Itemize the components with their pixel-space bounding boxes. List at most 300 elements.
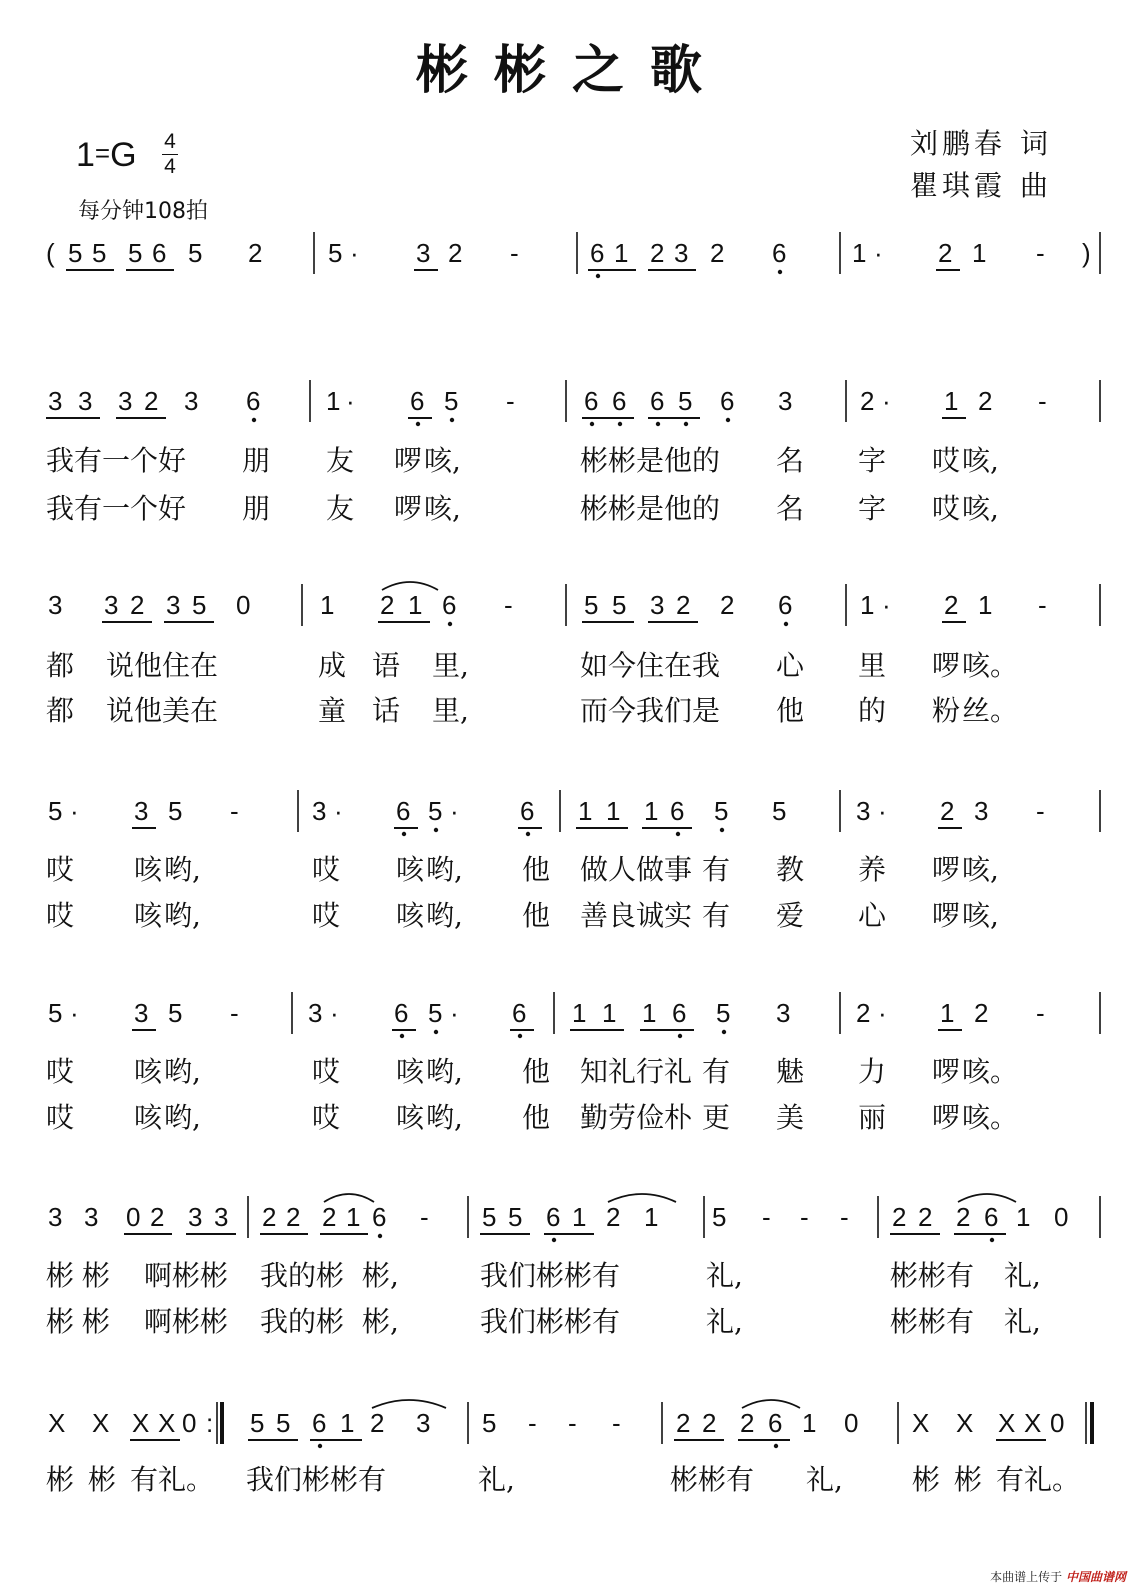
notation-row — [40, 982, 1110, 1030]
low-octave-dot — [726, 418, 730, 422]
lyric-char: 彬 — [608, 492, 637, 525]
lyric-char: 语 — [372, 649, 401, 682]
low-octave-dot — [684, 422, 688, 426]
lyric-char: 咳, — [962, 444, 999, 477]
low-octave-dot — [774, 1444, 778, 1448]
note: 0 — [844, 1408, 859, 1438]
note: 6 — [984, 1202, 999, 1232]
lyric-char: 是 — [636, 444, 665, 477]
note: 1 — [326, 386, 341, 416]
note: 6 — [546, 1202, 561, 1232]
lyric-char: 他 — [134, 694, 163, 727]
lyric-char: 字 — [858, 444, 887, 477]
note: 2 — [956, 1202, 971, 1232]
low-octave-dot — [676, 832, 680, 836]
note: 3 — [104, 590, 119, 620]
dash-note: - — [840, 1202, 849, 1232]
lyric-char: 他 — [522, 1101, 551, 1134]
lyric-char: 啰 — [394, 492, 423, 525]
lyric-char: 彬 — [536, 1259, 565, 1292]
lyric-char: 咳 — [134, 1055, 163, 1088]
lyric-char: 彬, — [362, 1259, 399, 1292]
note: 2 — [676, 590, 691, 620]
note: 6 — [720, 386, 735, 416]
note: · — [330, 998, 339, 1028]
note: 1 — [614, 238, 629, 268]
lyric-char: 彬 — [172, 1305, 201, 1338]
lyric-char: 好 — [158, 444, 187, 477]
lyric-line — [46, 848, 1106, 884]
lyric-char: 哎 — [46, 853, 75, 886]
note: 5 — [772, 796, 787, 826]
note: 1 — [860, 590, 875, 620]
lyric-char: 心 — [858, 899, 887, 932]
note: 5 — [584, 590, 599, 620]
note: 5 — [276, 1408, 291, 1438]
note: 5 — [482, 1202, 497, 1232]
lyric-char: 俭 — [636, 1101, 665, 1134]
lyric-line — [46, 1254, 1106, 1290]
lyric-line — [46, 1096, 1106, 1132]
lyric-char: 咳 — [396, 899, 425, 932]
lyric-line — [46, 1458, 1106, 1494]
note: 5 — [712, 1202, 727, 1232]
lyric-char: 彬 — [580, 492, 609, 525]
note: 2 — [978, 386, 993, 416]
lyric-char: 哎 — [312, 1055, 341, 1088]
lyric-char: 啊 — [144, 1259, 173, 1292]
lyric-char: 的 — [858, 694, 887, 727]
note: 1 — [1016, 1202, 1031, 1232]
note: 6 — [312, 1408, 327, 1438]
dash-note: - — [510, 238, 519, 268]
note: · — [350, 238, 359, 268]
lyric-char: 教 — [776, 853, 805, 886]
lyric-char: 彬 — [82, 1259, 111, 1292]
lyric-char: 彬 — [200, 1305, 229, 1338]
note: 1 — [320, 590, 335, 620]
lyric-line — [46, 487, 1106, 523]
note: 2 — [938, 238, 953, 268]
dash-note: - — [1038, 590, 1047, 620]
lyric-char: 今 — [608, 649, 637, 682]
lyric-char: 做 — [636, 853, 665, 886]
note: 5 — [168, 796, 183, 826]
note: 1 — [346, 1202, 361, 1232]
note: 2 — [856, 998, 871, 1028]
composer-name: 瞿琪霞 — [910, 169, 1007, 202]
dash-note: - — [800, 1202, 809, 1232]
note: · — [70, 998, 79, 1028]
note: X — [912, 1408, 930, 1438]
note: 2 — [248, 238, 263, 268]
lyric-char: 良 — [608, 899, 637, 932]
lyric-char: 哎 — [932, 444, 961, 477]
note: 3 — [134, 998, 149, 1028]
lyric-char: 丝。 — [962, 694, 1019, 727]
lyric-char: 知 — [580, 1055, 609, 1088]
lyric-char: 礼。 — [1024, 1463, 1081, 1496]
lyric-char: 哎 — [46, 1101, 75, 1134]
lyric-char: 他 — [134, 649, 163, 682]
lyric-char: 美 — [162, 694, 191, 727]
note: 3 — [416, 1408, 431, 1438]
note: 6 — [394, 998, 409, 1028]
lyric-char: 彬 — [890, 1259, 919, 1292]
lyric-char: 丽 — [858, 1101, 887, 1134]
note: 5 — [678, 386, 693, 416]
lyric-char: 有 — [74, 444, 103, 477]
lyric-char: 彬 — [608, 444, 637, 477]
lyric-char: 我 — [480, 1305, 509, 1338]
lyricist-name: 刘鹏春 — [910, 127, 1007, 160]
lyric-char: 名 — [776, 444, 805, 477]
note: · — [70, 796, 79, 826]
dash-note: - — [504, 590, 513, 620]
lyric-char: 彬 — [46, 1463, 75, 1496]
dash-note: - — [1036, 796, 1045, 826]
low-octave-dot — [678, 1034, 682, 1038]
tempo-marking: 每分钟108拍 — [78, 199, 208, 224]
note: 3 — [134, 796, 149, 826]
lyric-char: 咳。 — [962, 1055, 1019, 1088]
low-octave-dot — [552, 1238, 556, 1242]
lyric-char: 他 — [664, 444, 693, 477]
lyric-char: 我 — [260, 1259, 289, 1292]
lyric-char: 咳 — [134, 853, 163, 886]
note: 5 — [48, 998, 63, 1028]
note: 1 — [802, 1408, 817, 1438]
note: 6 — [670, 796, 685, 826]
note: · — [334, 796, 343, 826]
notation-row — [40, 222, 1110, 270]
note: 0 — [236, 590, 251, 620]
lyric-char: 礼 — [608, 1055, 637, 1088]
lyric-char: 我 — [692, 649, 721, 682]
lyric-char: 行 — [636, 1055, 665, 1088]
note: 3 — [48, 386, 63, 416]
note: 2 — [150, 1202, 165, 1232]
note: · — [346, 386, 355, 416]
lyric-char: 哎 — [312, 1101, 341, 1134]
lyric-char: 彬 — [172, 1259, 201, 1292]
dash-note: - — [1038, 386, 1047, 416]
note: 2 — [262, 1202, 277, 1232]
lyric-char: 咳 — [396, 853, 425, 886]
note: 3 — [650, 590, 665, 620]
lyric-char: 是 — [636, 492, 665, 525]
note: 2 — [860, 386, 875, 416]
lyric-char: 我 — [636, 694, 665, 727]
note: 1 — [852, 238, 867, 268]
slur-arc — [372, 1400, 446, 1408]
lyric-char: 诚 — [636, 899, 665, 932]
low-octave-dot — [526, 832, 530, 836]
note: 5 — [428, 796, 443, 826]
lyric-char: 朴 — [664, 1101, 693, 1134]
note: 6 — [590, 238, 605, 268]
lyric-char: 彬 — [316, 1259, 345, 1292]
lyric-char: 善 — [580, 899, 609, 932]
lyric-char: 彬 — [890, 1305, 919, 1338]
note: 6 — [442, 590, 457, 620]
notation-svg — [40, 780, 1110, 840]
note: 2 — [740, 1408, 755, 1438]
lyricist-role: 词 — [1020, 127, 1053, 160]
low-octave-dot — [518, 1034, 522, 1038]
lyric-char: 哎 — [312, 899, 341, 932]
low-octave-dot — [416, 422, 420, 426]
note: 1 — [642, 998, 657, 1028]
lyric-char: 一 — [102, 444, 131, 477]
lyric-char: 他 — [522, 853, 551, 886]
low-octave-dot — [318, 1444, 322, 1448]
lyric-char: 有 — [592, 1259, 621, 1292]
note: 3 — [184, 386, 199, 416]
note: 1 — [408, 590, 423, 620]
lyric-char: 们 — [508, 1305, 537, 1338]
lyric-char: 彬 — [46, 1259, 75, 1292]
lyric-char: 彬 — [46, 1305, 75, 1338]
lyric-char: 咳, — [962, 492, 999, 525]
lyric-char: 在 — [190, 649, 219, 682]
note: 3 — [48, 1202, 63, 1232]
lyric-char: 朋 — [242, 444, 271, 477]
lyric-char: 彬 — [88, 1463, 117, 1496]
lyric-char: 友 — [326, 444, 355, 477]
lyric-char: 说 — [106, 694, 135, 727]
slur-arc — [958, 1194, 1016, 1202]
lyric-char: 有 — [74, 492, 103, 525]
lyric-char: 们 — [274, 1463, 303, 1496]
note: 2 — [944, 590, 959, 620]
lyric-char: 礼, — [1004, 1305, 1041, 1338]
note: 6 — [772, 238, 787, 268]
lyric-char: 啊 — [144, 1305, 173, 1338]
lyric-char: 彬 — [564, 1305, 593, 1338]
note: 3 — [312, 796, 327, 826]
slur-arc — [742, 1400, 800, 1408]
notation-row — [40, 574, 1110, 622]
note: X — [48, 1408, 66, 1438]
lyric-char: 的 — [288, 1305, 317, 1338]
lyric-char: 好 — [158, 492, 187, 525]
note: 2 — [918, 1202, 933, 1232]
time-signature — [162, 130, 178, 179]
note: · — [882, 386, 891, 416]
note: 5 — [428, 998, 443, 1028]
lyric-char: 哎 — [932, 492, 961, 525]
note: 5 — [168, 998, 183, 1028]
slur-arc — [382, 582, 438, 590]
lyric-char: 啰 — [932, 1101, 961, 1134]
note: 5 — [192, 590, 207, 620]
note: 6 — [246, 386, 261, 416]
note: X — [1024, 1408, 1042, 1438]
lyric-char: 有 — [726, 1463, 755, 1496]
note: 2 — [650, 238, 665, 268]
lyric-char: 哎 — [46, 899, 75, 932]
lyric-char: 我 — [46, 444, 75, 477]
lyric-char: 个 — [130, 492, 159, 525]
lyric-char: 朋 — [242, 492, 271, 525]
lyric-char: 友 — [326, 492, 355, 525]
low-octave-dot — [434, 1030, 438, 1034]
lyric-char: 我 — [46, 492, 75, 525]
lyric-char: 礼, — [706, 1305, 743, 1338]
time-signature-bottom: 4 — [162, 154, 178, 179]
note: 5 — [714, 796, 729, 826]
lyric-char: 咳, — [962, 899, 999, 932]
lyric-char: 彬 — [918, 1305, 947, 1338]
lyric-char: 咳, — [424, 444, 461, 477]
dash-note: - — [230, 796, 239, 826]
notation-svg — [40, 370, 1110, 430]
lyric-char: 的 — [288, 1259, 317, 1292]
note: 1 — [644, 796, 659, 826]
note: · — [878, 998, 887, 1028]
note: 6 — [152, 238, 167, 268]
lyric-char: 在 — [190, 694, 219, 727]
note: 3 — [674, 238, 689, 268]
lyric-char: 人 — [608, 853, 637, 886]
lyric-char: 成 — [318, 649, 347, 682]
lyric-char: 哟, — [426, 899, 463, 932]
low-octave-dot — [402, 832, 406, 836]
lyric-char: 彬 — [564, 1259, 593, 1292]
note: 3 — [78, 386, 93, 416]
notation-svg — [40, 1186, 1110, 1246]
notation-row — [40, 1392, 1110, 1440]
lyric-char: 咳。 — [962, 649, 1019, 682]
low-octave-dot — [778, 270, 782, 274]
note: 3 — [856, 796, 871, 826]
note: 3 — [974, 796, 989, 826]
footer-brand: 中国曲谱网 — [1065, 1570, 1126, 1584]
lyric-char: 咳 — [134, 1101, 163, 1134]
lyric-char: 们 — [508, 1259, 537, 1292]
lyric-char: 在 — [664, 649, 693, 682]
lyric-char: 实 — [664, 899, 693, 932]
lyric-char: 有 — [702, 1055, 731, 1088]
note: X — [92, 1408, 110, 1438]
dash-note: - — [568, 1408, 577, 1438]
lyric-char: 彬 — [82, 1305, 111, 1338]
lyric-char: 哎 — [312, 853, 341, 886]
note: 5 — [92, 238, 107, 268]
dash-note: - — [528, 1408, 537, 1438]
note: 2 — [974, 998, 989, 1028]
lyric-char: 咳, — [962, 853, 999, 886]
note: 2 — [144, 386, 159, 416]
lyric-char: 我 — [480, 1259, 509, 1292]
note: 5 — [328, 238, 343, 268]
lyric-char: 有 — [946, 1305, 975, 1338]
note: 3 — [166, 590, 181, 620]
note: 2 — [286, 1202, 301, 1232]
low-octave-dot — [656, 422, 660, 426]
note: 2 — [720, 590, 735, 620]
note: 3 — [214, 1202, 229, 1232]
lyric-char: 哟, — [426, 1055, 463, 1088]
lyric-char: 的 — [692, 492, 721, 525]
lyric-char: 我 — [260, 1305, 289, 1338]
note: 6 — [372, 1202, 387, 1232]
note: 6 — [512, 998, 527, 1028]
lyric-char: 里, — [432, 694, 469, 727]
low-octave-dot — [618, 422, 622, 426]
note: 0 — [182, 1408, 197, 1438]
lyric-char: 劳 — [608, 1101, 637, 1134]
lyric-char: 的 — [692, 444, 721, 477]
note: 5 — [482, 1408, 497, 1438]
lyric-char: 礼, — [806, 1463, 843, 1496]
note: 1 — [606, 796, 621, 826]
key-prefix: 1 — [76, 136, 95, 174]
composer-role: 曲 — [1020, 169, 1053, 202]
lyric-char: 更 — [702, 1101, 731, 1134]
low-octave-dot — [720, 828, 724, 832]
lyric-char: 说 — [106, 649, 135, 682]
note: 5 — [68, 238, 83, 268]
note: 2 — [322, 1202, 337, 1232]
key-signature — [76, 136, 137, 175]
footer-prefix: 本曲谱上传于 — [990, 1570, 1063, 1584]
note: 5 — [716, 998, 731, 1028]
note: 1 — [602, 998, 617, 1028]
note: 1 — [572, 998, 587, 1028]
lyric-char: 一 — [102, 492, 131, 525]
note: 1 — [644, 1202, 659, 1232]
note: 3 — [308, 998, 323, 1028]
lyric-line — [46, 689, 1106, 725]
lyric-char: 礼, — [478, 1463, 515, 1496]
lyric-char: 他 — [522, 1055, 551, 1088]
lyric-char: 哟, — [426, 853, 463, 886]
note: · — [882, 590, 891, 620]
note: 2 — [676, 1408, 691, 1438]
note: 6 — [584, 386, 599, 416]
lyric-char: 哟, — [164, 1101, 201, 1134]
note: 1 — [978, 590, 993, 620]
lyric-char: 他 — [522, 899, 551, 932]
note: 1 — [572, 1202, 587, 1232]
low-octave-dot — [722, 1030, 726, 1034]
dash-note: - — [1036, 998, 1045, 1028]
note: 5 — [48, 796, 63, 826]
note: 1 — [340, 1408, 355, 1438]
low-octave-dot — [450, 418, 454, 422]
note: 6 — [778, 590, 793, 620]
lyric-char: 都 — [46, 694, 75, 727]
dash-note: - — [762, 1202, 771, 1232]
low-octave-dot — [590, 422, 594, 426]
note: 6 — [410, 386, 425, 416]
note: 5 — [250, 1408, 265, 1438]
note: · — [450, 796, 459, 826]
key-note: G — [110, 136, 137, 174]
lyric-char: 彬 — [536, 1305, 565, 1338]
low-octave-dot — [378, 1234, 382, 1238]
note: 6 — [672, 998, 687, 1028]
notation-row — [40, 370, 1110, 418]
lyric-char: 彬 — [200, 1259, 229, 1292]
note: 2 — [130, 590, 145, 620]
note: 3 — [776, 998, 791, 1028]
lyric-char: 彬 — [302, 1463, 331, 1496]
lyric-char: 礼。 — [158, 1463, 215, 1496]
note: X — [956, 1408, 974, 1438]
